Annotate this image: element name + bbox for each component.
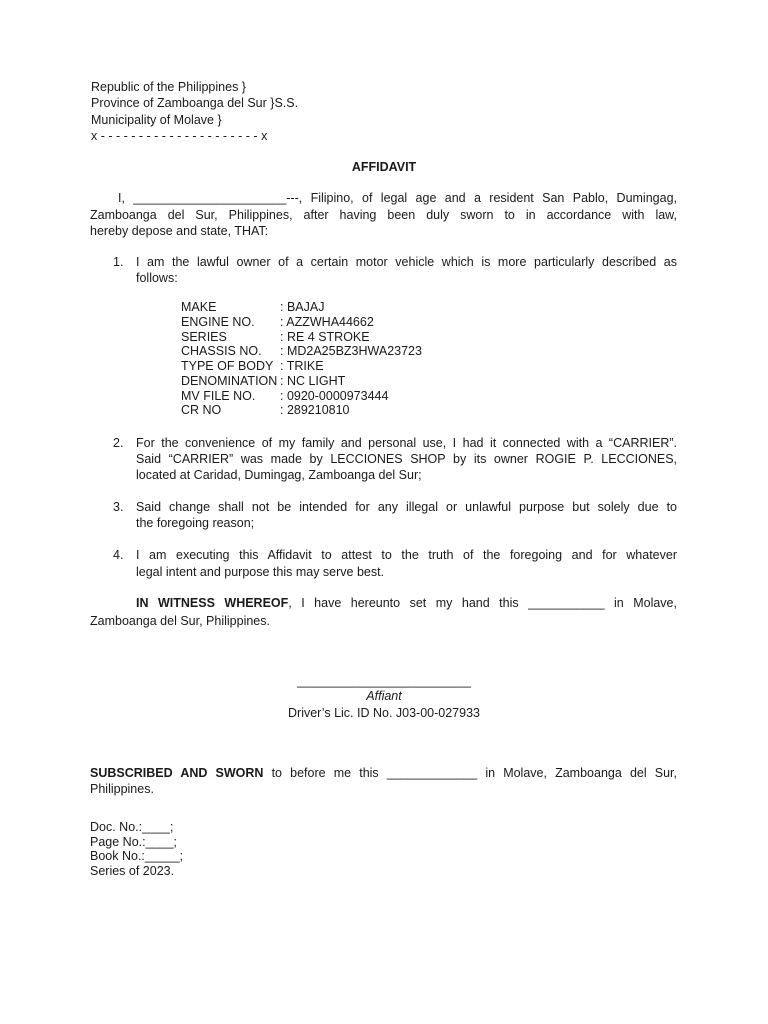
witness-line-1 <box>136 595 677 611</box>
spec-label-mv-file: MV FILE NO. <box>181 389 256 403</box>
spec-label-cr: CR NO <box>181 403 222 417</box>
venue-municipality: Municipality of Molave } <box>91 113 222 127</box>
witness-line-2: Zamboanga del Sur, Philippines. <box>90 614 270 628</box>
item-number: 3. <box>113 500 124 514</box>
spec-value-body-type: : TRIKE <box>280 359 324 373</box>
venue-separator: x - - - - - - - - - - - - - - - - - - - - - x <box>91 129 268 143</box>
document-title: AFFIDAVIT <box>351 160 417 174</box>
item-4-line-2: legal intent and purpose this may serve best. <box>136 565 385 579</box>
spec-value-engine: : AZZWHA44662 <box>280 315 374 329</box>
item-2-line-1: For the convenience of my family and personal use, I had it connected with a “CARRIER”. <box>136 436 677 450</box>
jurat-line-1 <box>90 765 677 781</box>
spec-value-chassis: : MD2A25BZ3HWA23723 <box>280 344 422 358</box>
intro-line-2: Zamboanga del Sur, Philippines, after having been duly sworn to in accordance with law, <box>90 208 677 222</box>
item-2-line-3: located at Caridad, Dumingag, Zamboanga del Sur; <box>136 468 422 482</box>
item-1-line-2: follows: <box>136 271 178 285</box>
item-4-line-1: I am executing this Affidavit to attest to the truth of the foregoing and for whatever <box>136 548 677 562</box>
spec-value-series: : RE 4 STROKE <box>280 330 370 344</box>
spec-value-cr: : 289210810 <box>280 403 350 417</box>
jurat-line-2: Philippines. <box>90 782 154 796</box>
item-number: 4. <box>113 548 124 562</box>
notarial-doc-no: Doc. No.:____; <box>90 820 174 834</box>
item-number: 2. <box>113 436 124 450</box>
item-number: 1. <box>113 255 124 269</box>
spec-label-make: MAKE <box>181 300 217 314</box>
intro-line-1: I, ______________________---, Filipino, of legal age and a resident San Pablo, Dumingag, <box>118 191 677 205</box>
spec-label-series: SERIES <box>181 330 227 344</box>
notarial-series: Series of 2023. <box>90 864 175 878</box>
witness-lead: IN WITNESS WHEREOF <box>136 596 289 610</box>
witness-rest: , I have hereunto set my hand this ___________ in Molave, <box>288 596 677 610</box>
intro-line-3: hereby depose and state, THAT: <box>90 224 269 238</box>
jurat-rest: to before me this _____________ in Molave, Zamboanga del Sur, <box>263 766 677 780</box>
spec-value-mv-file: : 0920-0000973444 <box>280 389 389 403</box>
spec-label-chassis: CHASSIS NO. <box>181 344 262 358</box>
item-3-line-1: Said change shall not be intended for any illegal or unlawful purpose but solely due to <box>136 500 677 514</box>
notarial-page-no: Page No.:____; <box>90 835 177 849</box>
spec-label-engine: ENGINE NO. <box>181 315 255 329</box>
spec-value-denomination: : NC LIGHT <box>280 374 346 388</box>
spec-label-denomination: DENOMINATION <box>181 374 278 388</box>
jurat-lead: SUBSCRIBED AND SWORN <box>90 766 264 780</box>
item-1-line-1: I am the lawful owner of a certain motor vehicle which is more particularly described as <box>136 255 677 269</box>
drivers-license-id: Driver’s Lic. ID No. J03-00-027933 <box>288 706 480 720</box>
venue-province: Province of Zamboanga del Sur }S.S. <box>91 96 299 110</box>
affiant-label: Affiant <box>366 689 402 703</box>
notarial-book-no: Book No.:_____; <box>90 849 184 863</box>
signature-line: _________________________ <box>297 674 471 688</box>
item-2-line-2: Said “CARRIER” was made by LECCIONES SHOP by its owner ROGIE P. LECCIONES, <box>136 452 677 466</box>
item-3-line-2: the foregoing reason; <box>136 516 255 530</box>
spec-value-make: : BAJAJ <box>280 300 325 314</box>
venue-country: Republic of the Philippines } <box>91 80 246 94</box>
spec-label-body-type: TYPE OF BODY <box>181 359 274 373</box>
